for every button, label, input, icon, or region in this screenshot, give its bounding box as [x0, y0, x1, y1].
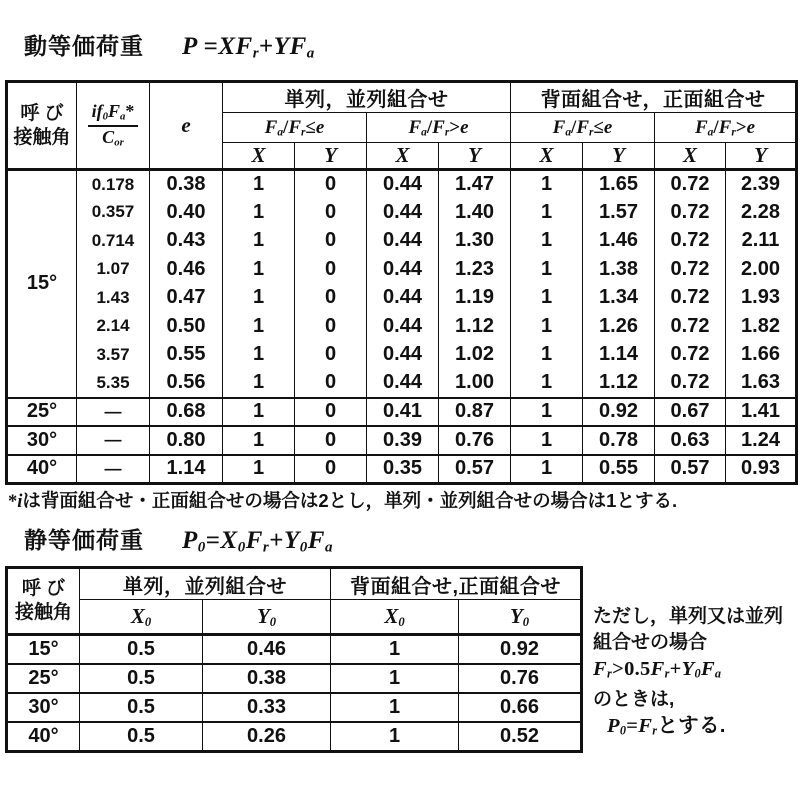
- table-cell: 1.34: [583, 284, 655, 313]
- table-cell: 1: [331, 635, 459, 664]
- table-cell: 1.14: [150, 455, 223, 484]
- table-cell: 1.66: [726, 341, 797, 370]
- formula-token: a: [565, 126, 572, 138]
- table-cell: 2.00: [726, 255, 797, 284]
- formula-token: e: [315, 116, 325, 138]
- x-header: [655, 143, 726, 170]
- formula-token: r: [664, 666, 670, 681]
- angle-cell: 40°: [7, 722, 80, 751]
- table-cell: 0.44: [367, 255, 439, 284]
- formula-token: e: [746, 116, 756, 138]
- table-cell: 1.93: [726, 284, 797, 313]
- table-row: [7, 255, 797, 284]
- formula-token: +: [259, 33, 274, 60]
- formula-token: Y: [509, 603, 523, 628]
- formula-token: F: [718, 116, 732, 138]
- angle-cell: 25°: [7, 398, 77, 427]
- x0-header: [331, 600, 459, 635]
- formula-token: 0: [144, 614, 152, 629]
- formula-token: e: [460, 116, 469, 138]
- table-cell: 1.38: [583, 255, 655, 284]
- table-cell: 0.72: [655, 227, 726, 256]
- formula-token: =: [626, 714, 639, 737]
- condition-le-header: [511, 113, 655, 143]
- formula-token: r: [652, 723, 658, 738]
- table-cell: —: [77, 398, 150, 427]
- table-cell: 1.65: [583, 170, 655, 199]
- table-cell: 1: [511, 255, 583, 284]
- table-cell: 0: [295, 426, 367, 455]
- table-row: [7, 635, 582, 664]
- angle-header-line2: 接触角: [13, 126, 71, 148]
- table-cell: 0.55: [150, 341, 223, 370]
- angle-cell: 30°: [7, 693, 80, 722]
- table-cell: 1: [511, 455, 583, 484]
- formula-token: P: [182, 527, 198, 554]
- formula-token: /: [571, 116, 577, 138]
- table-cell: 0.44: [367, 227, 439, 256]
- table-cell: 0.357: [77, 198, 150, 227]
- table-cell: 1: [331, 664, 459, 693]
- table-cell: 1.14: [583, 341, 655, 370]
- formula-token: は背面組合せ・正面組合せの場合は2とし，単列・並列組合せの場合は1とする.: [22, 490, 678, 511]
- note-line4: のときは,: [593, 688, 675, 710]
- table-cell: 1.57: [583, 198, 655, 227]
- y-header: [726, 143, 797, 170]
- table-row: [7, 369, 797, 398]
- formula-token: F: [650, 658, 665, 680]
- table-cell: 2.11: [726, 227, 797, 256]
- table-cell: 0.38: [150, 170, 223, 199]
- table-cell: 1: [223, 455, 295, 484]
- angle-cell: 15°: [7, 170, 77, 398]
- formula-token: r: [262, 539, 270, 556]
- formula-token: F: [694, 116, 708, 138]
- formula-token: or: [114, 135, 124, 148]
- table-cell: 0: [295, 312, 367, 341]
- condition-le-header: [223, 113, 367, 143]
- table-cell: 1.12: [439, 312, 511, 341]
- angle-header: [7, 82, 77, 170]
- formula-token: >: [735, 116, 747, 138]
- formula-token: 0: [619, 723, 627, 738]
- table-cell: 1: [223, 369, 295, 398]
- formula-token: e: [603, 116, 613, 138]
- formula-token: 0.5: [624, 658, 651, 680]
- table-cell: 1: [511, 369, 583, 398]
- formula-token: a: [324, 539, 333, 556]
- table-cell: 0.72: [655, 255, 726, 284]
- formula-token: +: [269, 527, 284, 554]
- condition-gt-header: [367, 113, 511, 143]
- formula-token: Y: [681, 658, 695, 680]
- table-cell: 0: [295, 227, 367, 256]
- table-cell: 1: [223, 284, 295, 313]
- table-cell: 1: [331, 722, 459, 751]
- dynamic-load-table: [5, 80, 798, 485]
- table-cell: 0.44: [367, 198, 439, 227]
- table-cell: 2.28: [726, 198, 797, 227]
- table-cell: 1.41: [726, 398, 797, 427]
- table-cell: 0.80: [150, 426, 223, 455]
- formula-token: Y: [754, 143, 767, 167]
- formula-token: F: [408, 116, 422, 138]
- formula-token: F: [576, 116, 590, 138]
- table-cell: 1.47: [439, 170, 511, 199]
- table-cell: 0.5: [80, 693, 203, 722]
- table-cell: 0.92: [583, 398, 655, 427]
- table-cell: 0.38: [203, 664, 331, 693]
- formula-token: r: [606, 666, 613, 681]
- formula-token: X: [384, 603, 399, 628]
- angle-header-line1: 呼 び: [21, 578, 66, 600]
- formula-token: *: [125, 101, 135, 122]
- formula-token: i: [17, 492, 23, 512]
- angle-header-line1: 呼 び: [20, 102, 64, 124]
- formula-token: F: [307, 527, 325, 554]
- formula-token: =: [205, 527, 221, 554]
- x0-header: [80, 600, 203, 635]
- table-cell: 0.714: [77, 227, 150, 256]
- note-line2: 組合せの場合: [593, 632, 708, 653]
- table-cell: 1.07: [77, 255, 150, 284]
- table-cell: 1: [511, 284, 583, 313]
- formula-token: r: [252, 45, 260, 62]
- static-load-note: [593, 604, 799, 743]
- y-header: [583, 143, 655, 170]
- table-cell: 1.43: [77, 284, 150, 313]
- formula-token: r: [589, 126, 594, 138]
- formula-token: ≤: [593, 116, 604, 138]
- table-cell: 0: [295, 170, 367, 199]
- table-cell: 1: [223, 341, 295, 370]
- formula-token: 0: [197, 539, 206, 556]
- x-header: [223, 143, 295, 170]
- table-cell: 1.19: [439, 284, 511, 313]
- formula-token: a: [306, 45, 315, 62]
- table-cell: 1.46: [583, 227, 655, 256]
- formula-token: 0: [102, 110, 108, 123]
- table-cell: 0.67: [655, 398, 726, 427]
- table-cell: 0: [295, 198, 367, 227]
- table-cell: 1: [511, 398, 583, 427]
- y0-header: [459, 600, 582, 635]
- table-cell: 1: [511, 170, 583, 199]
- formula-token: Y: [256, 603, 270, 628]
- table-cell: 0.50: [150, 312, 223, 341]
- formula-token: F: [107, 101, 120, 122]
- formula-token: F: [552, 116, 566, 138]
- static-load-formula: [182, 527, 333, 556]
- angle-header: [7, 568, 80, 635]
- condition-gt-header: [655, 113, 797, 143]
- formula-token: /: [426, 116, 433, 138]
- formula-token: X: [395, 143, 410, 167]
- table-cell: 1.63: [726, 369, 797, 398]
- formula-token: F: [264, 116, 278, 138]
- table-cell: 1.12: [583, 369, 655, 398]
- table-cell: 0.44: [367, 284, 439, 313]
- formula-token: X: [130, 603, 145, 628]
- table-cell: 0.44: [367, 341, 439, 370]
- formula-token: Y: [324, 143, 337, 167]
- static-load-table: [5, 566, 583, 753]
- table-cell: 0.44: [367, 170, 439, 199]
- table-cell: 1.30: [439, 227, 511, 256]
- table-cell: 0.66: [459, 693, 582, 722]
- table-row: [7, 722, 582, 751]
- table-cell: 0.55: [583, 455, 655, 484]
- table-cell: 0.44: [367, 312, 439, 341]
- formula-token: a: [421, 126, 427, 138]
- table-cell: 0.39: [367, 426, 439, 455]
- table-cell: 1: [511, 426, 583, 455]
- formula-token: a: [707, 126, 714, 138]
- formula-token: *: [8, 492, 18, 512]
- table-row: [7, 398, 797, 427]
- y0-header: [203, 600, 331, 635]
- y-header: [439, 143, 511, 170]
- ratio-numerator: [88, 102, 139, 126]
- table-cell: 1: [223, 312, 295, 341]
- table-cell: 1: [223, 227, 295, 256]
- table-cell: 1: [223, 255, 295, 284]
- formula-token: F: [638, 714, 653, 737]
- formula-token: 0: [237, 539, 246, 556]
- table-cell: 0.93: [726, 455, 797, 484]
- note-line1: ただし，単列又は並列: [593, 606, 784, 627]
- table-cell: 0.78: [583, 426, 655, 455]
- e-header: [150, 82, 223, 170]
- table-cell: 1: [511, 198, 583, 227]
- formula-token: P: [182, 33, 204, 60]
- group-header-single: 単列，並列組合せ: [223, 82, 511, 113]
- table-cell: 0.5: [80, 664, 203, 693]
- note-result-formula: [593, 713, 799, 744]
- table-cell: 0.57: [655, 455, 726, 484]
- group-header-single: 単列，並列組合せ: [80, 568, 331, 600]
- table-cell: 0.46: [150, 255, 223, 284]
- formula-token: とする.: [657, 713, 726, 737]
- table-cell: 0: [295, 369, 367, 398]
- table-cell: 0.72: [655, 341, 726, 370]
- table-cell: 1: [223, 198, 295, 227]
- table-cell: 0: [295, 255, 367, 284]
- formula-token: Y: [612, 143, 625, 167]
- formula-token: Y: [468, 143, 481, 167]
- angle-cell: 25°: [7, 664, 80, 693]
- note-condition-formula: [593, 656, 799, 687]
- formula-token: a: [714, 666, 722, 681]
- table-cell: 0.33: [203, 693, 331, 722]
- table-cell: —: [77, 426, 150, 455]
- table-cell: 1: [511, 312, 583, 341]
- table-cell: 0.178: [77, 170, 150, 199]
- table-cell: 0.26: [203, 722, 331, 751]
- table-cell: 0.44: [367, 369, 439, 398]
- table-cell: 0.57: [439, 455, 511, 484]
- table-cell: 0.52: [459, 722, 582, 751]
- ratio-fraction: [88, 102, 139, 149]
- formula-token: X: [682, 143, 697, 167]
- formula-token: +: [669, 658, 682, 680]
- table-cell: 1: [223, 398, 295, 427]
- x-header: [511, 143, 583, 170]
- formula-token: /: [713, 116, 719, 138]
- table-cell: 0: [295, 284, 367, 313]
- footnote-text: [8, 492, 677, 512]
- table-footnote: [8, 487, 677, 513]
- table-row: [7, 170, 797, 199]
- table-row: [7, 693, 582, 722]
- dynamic-load-formula: [182, 33, 315, 62]
- table-cell: 3.57: [77, 341, 150, 370]
- formula-token: >: [449, 116, 461, 138]
- formula-token: /: [283, 116, 289, 138]
- table-cell: 0.35: [367, 455, 439, 484]
- table-cell: 5.35: [77, 369, 150, 398]
- formula-token: =: [203, 33, 219, 60]
- table-row: [7, 198, 797, 227]
- dynamic-load-table-body: [7, 170, 797, 484]
- table-row: [7, 426, 797, 455]
- table-cell: 2.39: [726, 170, 797, 199]
- ratio-denominator: [88, 127, 139, 149]
- static-load-title: [24, 522, 333, 556]
- table-cell: 0.76: [459, 664, 582, 693]
- formula-token: r: [731, 126, 736, 138]
- formula-token: Y: [284, 527, 300, 554]
- table-row: [7, 312, 797, 341]
- formula-token: F: [245, 527, 263, 554]
- table-cell: 1: [331, 693, 459, 722]
- table-cell: 1: [511, 341, 583, 370]
- table-cell: 1: [223, 426, 295, 455]
- table-cell: 0.87: [439, 398, 511, 427]
- formula-token: XF: [218, 33, 253, 60]
- ratio-header: [77, 82, 150, 170]
- table-cell: 1.23: [439, 255, 511, 284]
- formula-token: r: [301, 126, 306, 138]
- formula-token: a: [120, 110, 126, 123]
- table-cell: 1.24: [726, 426, 797, 455]
- angle-cell: 40°: [7, 455, 77, 484]
- formula-token: if: [91, 101, 103, 122]
- table-cell: 0.72: [655, 312, 726, 341]
- formula-token: YF: [273, 33, 307, 60]
- table-cell: 0.72: [655, 284, 726, 313]
- static-load-table-body: [7, 635, 582, 752]
- group-header-duplex: 背面組合せ,正面組合せ: [331, 568, 582, 600]
- table-row: [7, 664, 582, 693]
- formula-token: 0: [522, 614, 530, 629]
- table-cell: 1.00: [439, 369, 511, 398]
- formula-token: X: [220, 527, 238, 554]
- table-cell: 0.63: [655, 426, 726, 455]
- table-row: [7, 455, 797, 484]
- formula-token: 0: [694, 666, 701, 681]
- table-cell: 0.92: [459, 635, 582, 664]
- y-header: [295, 143, 367, 170]
- formula-token: ≤: [305, 116, 316, 138]
- table-cell: 0.56: [150, 369, 223, 398]
- table-cell: 0.76: [439, 426, 511, 455]
- formula-token: X: [539, 143, 554, 167]
- formula-token: e: [181, 113, 191, 137]
- table-cell: 0: [295, 341, 367, 370]
- table-cell: 1: [223, 170, 295, 199]
- formula-token: C: [102, 126, 115, 147]
- table-cell: 0.43: [150, 227, 223, 256]
- table-cell: 0.68: [150, 398, 223, 427]
- table-cell: 0.72: [655, 369, 726, 398]
- angle-cell: 30°: [7, 426, 77, 455]
- formula-token: X: [251, 143, 266, 167]
- table-cell: 0.5: [80, 722, 203, 751]
- table-cell: 1.40: [439, 198, 511, 227]
- table-cell: 0: [295, 455, 367, 484]
- formula-token: a: [277, 126, 284, 138]
- table-cell: 0.47: [150, 284, 223, 313]
- table-cell: 1.26: [583, 312, 655, 341]
- dynamic-load-title: [24, 28, 315, 62]
- table-cell: 0.46: [203, 635, 331, 664]
- table-cell: —: [77, 455, 150, 484]
- x-header: [367, 143, 439, 170]
- formula-token: F: [593, 658, 607, 680]
- formula-token: F: [432, 116, 445, 138]
- table-row: [7, 227, 797, 256]
- table-cell: 0.5: [80, 635, 203, 664]
- angle-header-line2: 接触角: [14, 602, 72, 623]
- table-cell: 0.72: [655, 170, 726, 199]
- table-cell: 2.14: [77, 312, 150, 341]
- formula-token: P: [607, 714, 620, 737]
- group-header-duplex: 背面組合せ，正面組合せ: [511, 82, 797, 113]
- table-cell: 0.41: [367, 398, 439, 427]
- formula-token: F: [288, 116, 302, 138]
- static-load-heading: 静等価荷重: [24, 527, 144, 553]
- formula-token: 0: [269, 614, 277, 629]
- table-cell: 1.02: [439, 341, 511, 370]
- table-cell: 1: [511, 227, 583, 256]
- formula-token: 0: [299, 539, 308, 556]
- angle-cell: 15°: [7, 635, 80, 664]
- dynamic-load-heading: 動等価荷重: [24, 33, 144, 59]
- table-cell: 0.72: [655, 198, 726, 227]
- table-cell: 0.40: [150, 198, 223, 227]
- table-cell: 0: [295, 398, 367, 427]
- table-row: [7, 341, 797, 370]
- formula-token: >: [612, 658, 625, 680]
- table-row: [7, 284, 797, 313]
- table-cell: 1.82: [726, 312, 797, 341]
- formula-token: r: [444, 126, 450, 138]
- formula-token: F: [700, 658, 715, 680]
- formula-token: 0: [398, 614, 405, 629]
